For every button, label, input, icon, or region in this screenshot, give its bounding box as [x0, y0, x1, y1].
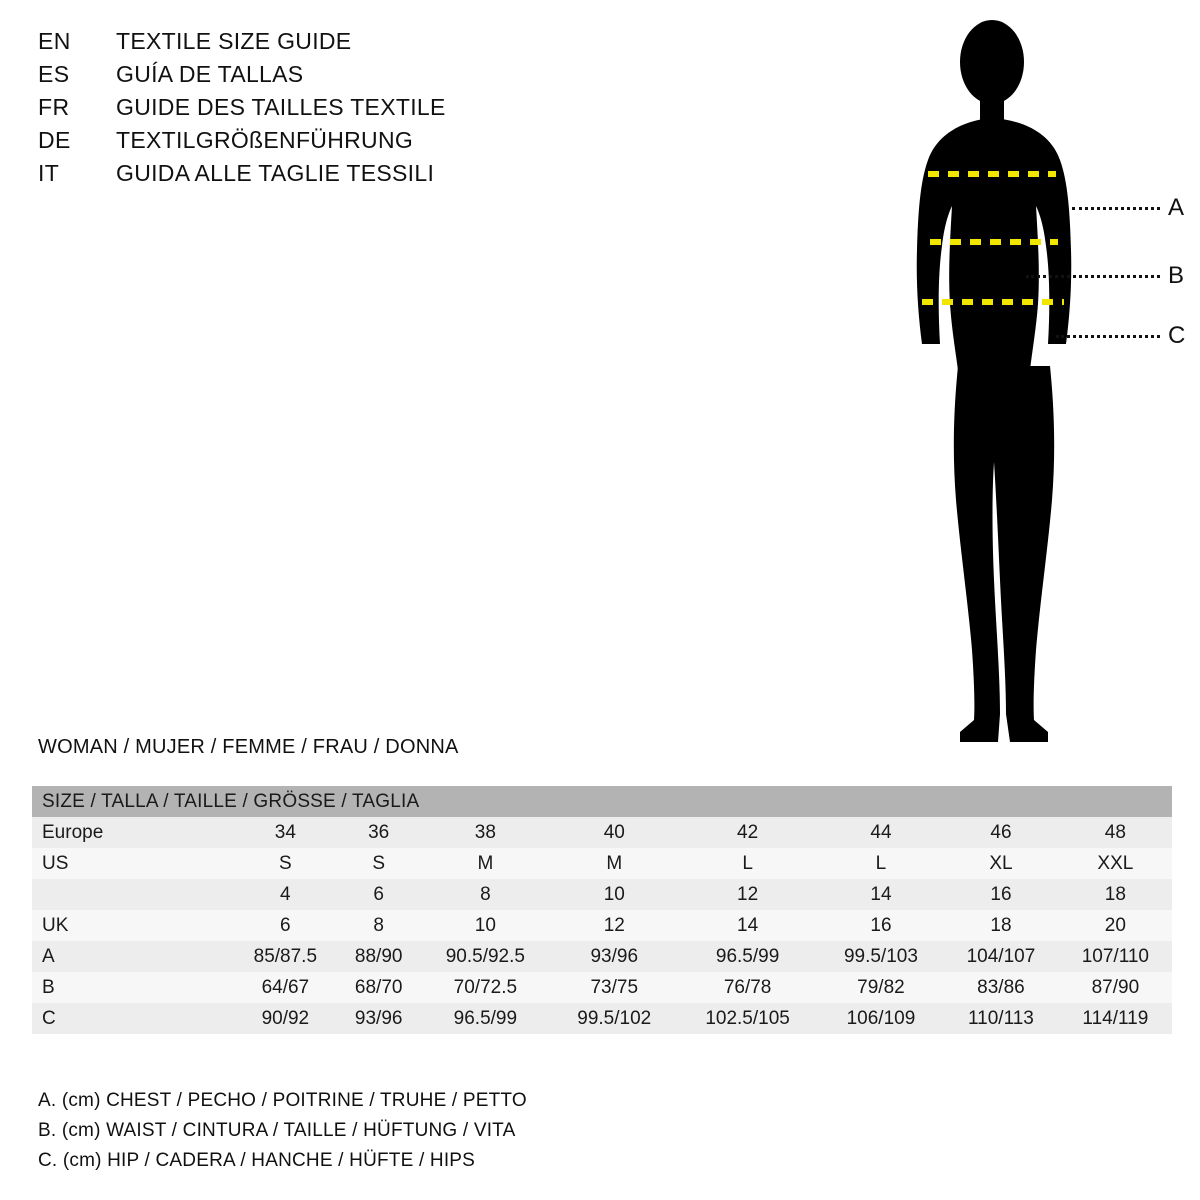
waist-marker-label: B	[1168, 262, 1185, 289]
table-cell: 36	[368, 821, 390, 843]
row-label: US	[42, 852, 69, 874]
table-cell: 99.5/102	[577, 1007, 652, 1029]
table-cell: L	[742, 852, 753, 874]
table-cell: 34	[274, 821, 296, 843]
table-row	[32, 1003, 1172, 1034]
language-row	[38, 94, 558, 127]
table-cell: 64/67	[261, 976, 310, 998]
table-cell: 12	[603, 914, 625, 936]
table-cell: 16	[870, 914, 892, 936]
table-cell: 102.5/105	[705, 1007, 790, 1029]
table-cell: 68/70	[354, 976, 403, 998]
table-cell: 93/96	[590, 945, 639, 967]
hip-leader-line	[1056, 335, 1160, 338]
row-label: C	[42, 1007, 56, 1029]
table-cell: 48	[1104, 821, 1126, 843]
table-cell: 16	[990, 883, 1012, 905]
table-cell: 18	[990, 914, 1012, 936]
language-row	[38, 61, 558, 94]
language-code: EN	[38, 28, 71, 54]
table-cell: 73/75	[590, 976, 639, 998]
size-table	[32, 786, 1172, 1034]
table-cell: 10	[603, 883, 625, 905]
language-title: TEXTILGRÖßENFÜHRUNG	[116, 127, 414, 153]
table-cell: 85/87.5	[253, 945, 318, 967]
table-cell: 44	[870, 821, 892, 843]
table-cell: 40	[603, 821, 625, 843]
table-cell: S	[279, 852, 292, 874]
table-cell: 90.5/92.5	[445, 945, 525, 967]
table-cell: 93/96	[354, 1007, 403, 1029]
table-cell: 99.5/103	[843, 945, 918, 967]
table-cell: L	[875, 852, 887, 874]
table-row	[32, 972, 1172, 1003]
table-cell: 14	[870, 883, 892, 905]
table-cell: 104/107	[966, 945, 1036, 967]
table-cell: 10	[474, 914, 496, 936]
hip-marker-label: C	[1168, 322, 1186, 349]
table-cell: 79/82	[857, 976, 905, 998]
table-cell: 107/110	[1081, 945, 1149, 967]
table-cell: 110/113	[968, 1007, 1034, 1029]
table-cell: 38	[474, 821, 496, 843]
table-cell: 6	[373, 883, 384, 905]
table-cell: 87/90	[1091, 976, 1140, 998]
table-cell: 114/119	[1082, 1007, 1149, 1029]
language-title-list	[38, 28, 558, 193]
legend-line-chest: A. (cm) CHEST / PECHO / POITRINE / TRUHE / PETTO	[38, 1090, 527, 1111]
language-code: ES	[38, 61, 70, 87]
table-cell: 70/72.5	[453, 976, 518, 998]
table-cell: 96.5/99	[453, 1007, 518, 1029]
language-code: DE	[38, 127, 71, 153]
row-label	[32, 879, 232, 910]
section-title: WOMAN / MUJER / FEMME / FRAU / DONNA	[38, 736, 459, 758]
table-header-row	[32, 786, 1172, 817]
row-label: UK	[42, 914, 69, 936]
language-row	[38, 127, 558, 160]
table-cell: 46	[990, 821, 1012, 843]
table-row	[32, 848, 1172, 879]
table-cell: M	[606, 852, 623, 874]
table-cell: 88/90	[354, 945, 403, 967]
chest-leader-line	[1072, 207, 1160, 210]
table-row	[32, 910, 1172, 941]
table-header-label: SIZE / TALLA / TAILLE / GRÖSSE / TAGLIA	[32, 786, 1172, 817]
table-cell: 6	[280, 914, 291, 936]
table-cell: 18	[1104, 883, 1126, 905]
table-cell: 20	[1104, 914, 1126, 936]
language-row	[38, 28, 558, 61]
table-cell: 76/78	[723, 976, 772, 998]
table-cell: XL	[989, 852, 1013, 874]
table-cell: 8	[373, 914, 384, 936]
waist-leader-line	[1026, 275, 1160, 278]
measurement-legend	[38, 1086, 527, 1176]
table-cell: 96.5/99	[715, 945, 780, 967]
table-cell: S	[372, 852, 386, 874]
language-title: GUÍA DE TALLAS	[116, 61, 304, 87]
table-row	[32, 817, 1172, 848]
body-measurement-figure	[860, 14, 1190, 754]
table-cell: M	[477, 852, 494, 874]
language-title: TEXTILE SIZE GUIDE	[116, 28, 352, 54]
row-label: A	[42, 945, 55, 967]
female-silhouette-icon	[860, 14, 1190, 754]
table-cell: 106/109	[846, 1007, 916, 1029]
table-cell: 12	[737, 883, 759, 905]
language-code: FR	[38, 94, 70, 120]
table-row	[32, 941, 1172, 972]
table-cell: 14	[737, 914, 759, 936]
language-title: GUIDA ALLE TAGLIE TESSILI	[116, 160, 435, 186]
table-cell: 4	[280, 883, 291, 905]
chest-marker-label: A	[1168, 194, 1185, 221]
legend-line-waist: B. (cm) WAIST / CINTURA / TAILLE / HÜFTUNG / VITA	[38, 1120, 516, 1141]
language-code: IT	[38, 160, 60, 186]
table-cell: 8	[480, 883, 491, 905]
table-cell: XXL	[1097, 852, 1134, 874]
row-label: Europe	[42, 821, 104, 843]
table-cell: 83/86	[977, 976, 1025, 998]
legend-line-hip: C. (cm) HIP / CADERA / HANCHE / HÜFTE / HIPS	[38, 1150, 476, 1171]
table-row	[32, 879, 1172, 910]
language-title: GUIDE DES TAILLES TEXTILE	[116, 94, 446, 120]
row-label: B	[42, 976, 55, 998]
table-cell: 42	[737, 821, 759, 843]
language-row	[38, 160, 558, 193]
table-cell: 90/92	[261, 1007, 310, 1029]
